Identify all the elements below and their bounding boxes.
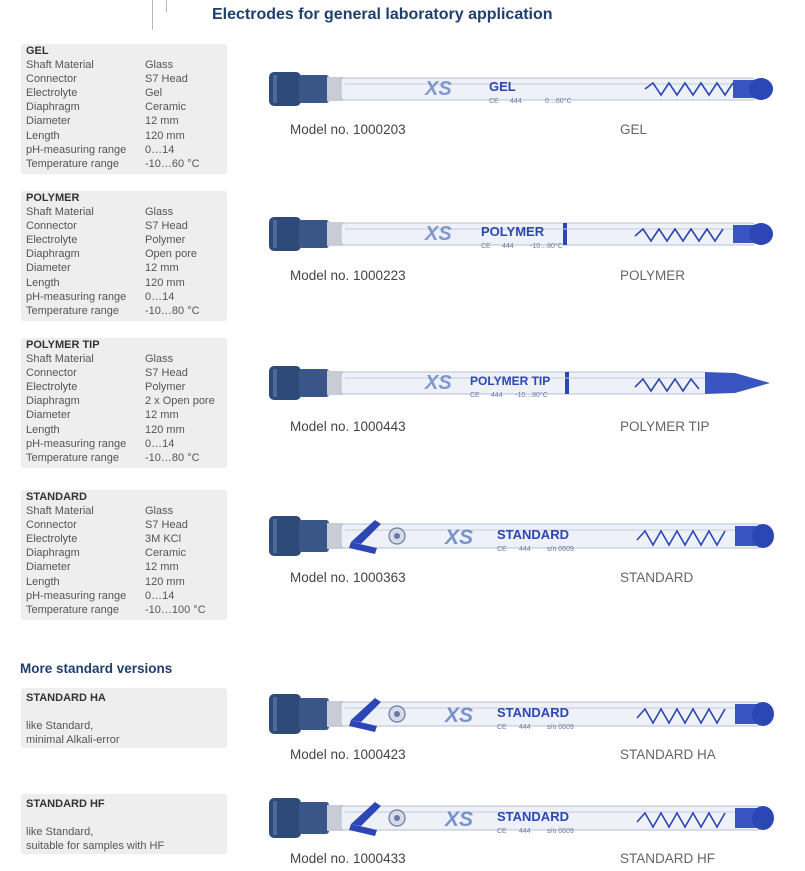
spec-label: Length — [26, 423, 60, 436]
spec-label: Connector — [26, 519, 77, 532]
electrode-name: POLYMER TIP — [26, 339, 100, 351]
spec-row-diameter — [26, 261, 227, 275]
spec-row-temp-range — [26, 157, 227, 171]
spec-box-standard-ha — [21, 688, 227, 748]
electrode-label-text: POLYMER — [481, 224, 545, 239]
stamp: 444 — [510, 98, 522, 105]
spec-row-length — [26, 575, 227, 589]
model-number: Model no. 1000223 — [290, 268, 406, 283]
ce-mark: CE — [497, 546, 507, 553]
spec-row-electrolyte — [26, 380, 227, 394]
spec-label: Diameter — [26, 115, 71, 128]
electrode-image-gel — [265, 55, 775, 125]
spec-row-temp-range — [26, 603, 227, 617]
stamp: 444 — [519, 724, 531, 731]
spec-label: Electrolyte — [26, 533, 78, 546]
electrode-label-text: STANDARD — [497, 705, 569, 720]
spec-value: 120 mm — [145, 575, 185, 588]
spec-box-polymer — [21, 191, 227, 321]
stamp: 444 — [502, 243, 514, 250]
spec-value: 0…14 — [145, 290, 175, 303]
spec-label: Temperature range — [26, 451, 119, 464]
spec-value: Glass — [145, 206, 174, 219]
spec-value: -10…60 °C — [145, 157, 200, 170]
spec-label: Shaft Material — [26, 206, 94, 219]
ce-mark: CE — [481, 243, 491, 250]
spec-label: Connector — [26, 73, 77, 86]
page-title: Electrodes for general laboratory application — [212, 6, 553, 23]
xs-logo: XS — [425, 78, 452, 100]
spec-label: Temperature range — [26, 157, 119, 170]
spec-value: 2 x Open pore — [145, 395, 215, 408]
section-title: More standard versions — [20, 661, 173, 676]
variant-label: GEL — [620, 122, 648, 137]
spec-value: S7 Head — [145, 367, 188, 380]
stamp: 444 — [519, 546, 531, 553]
spec-label: pH-measuring range — [26, 589, 127, 602]
spec-label: Length — [26, 575, 60, 588]
electrode-label-text: GEL — [489, 79, 516, 94]
spec-label: pH-measuring range — [26, 437, 127, 450]
spec-value: Open pore — [145, 248, 197, 261]
spec-label: Connector — [26, 367, 77, 380]
spec-label: pH-measuring range — [26, 290, 127, 303]
spec-row-length — [26, 129, 227, 143]
ce-mark: CE — [497, 724, 507, 731]
spec-value: 12 mm — [145, 262, 179, 275]
spec-value: S7 Head — [145, 220, 188, 233]
spec-row-diaphragm — [26, 247, 227, 261]
spec-row-connector — [26, 518, 227, 532]
spec-value: S7 Head — [145, 73, 188, 86]
spec-row-diameter — [26, 114, 227, 128]
stamp: 444 — [491, 392, 503, 399]
description-line: suitable for samples with HF — [26, 840, 165, 853]
spec-row-ph-range — [26, 437, 227, 451]
stamp: s/n 0609 — [547, 828, 574, 835]
electrode-name: POLYMER — [26, 192, 80, 204]
electrode-name: GEL — [26, 45, 49, 57]
spec-value: S7 Head — [145, 519, 188, 532]
spec-row-ph-range — [26, 290, 227, 304]
spec-row-temp-range — [26, 304, 227, 318]
ce-mark: CE — [470, 392, 480, 399]
variant-label: STANDARD HA — [620, 747, 716, 762]
xs-logo: XS — [445, 526, 474, 549]
spec-value: 0…14 — [145, 589, 175, 602]
spec-box-standard-hf — [21, 794, 227, 854]
spec-label: Diameter — [26, 409, 71, 422]
spec-value: 3M KCl — [145, 533, 182, 546]
spec-row-diameter — [26, 560, 227, 574]
spec-label: Diaphragm — [26, 547, 80, 560]
spec-value: -10…80 °C — [145, 304, 200, 317]
decorative-rule — [152, 0, 153, 30]
stamp: -10…80°C — [530, 243, 563, 250]
spec-row-shaft — [26, 205, 227, 219]
description-line: like Standard, — [26, 720, 94, 733]
spec-label: Diaphragm — [26, 248, 80, 261]
spec-row-length — [26, 423, 227, 437]
model-number: Model no. 1000423 — [290, 747, 406, 762]
spec-value: Ceramic — [145, 101, 186, 114]
spec-value: 0…14 — [145, 437, 175, 450]
spec-value: Glass — [145, 59, 174, 72]
spec-value: 12 mm — [145, 115, 179, 128]
spec-row-diaphragm — [26, 546, 227, 560]
stamp: -10…80°C — [515, 392, 548, 399]
spec-row-electrolyte — [26, 86, 227, 100]
spec-row-electrolyte — [26, 233, 227, 247]
electrode-name: STANDARD — [26, 491, 87, 503]
spec-row-diaphragm — [26, 100, 227, 114]
spec-value: Glass — [145, 505, 174, 518]
spec-value: -10…80 °C — [145, 451, 200, 464]
spec-row-shaft — [26, 352, 227, 366]
spec-label: Electrolyte — [26, 234, 78, 247]
model-number: Model no. 1000443 — [290, 419, 406, 434]
spec-label: Diameter — [26, 262, 71, 275]
spec-row-length — [26, 276, 227, 290]
description-line: like Standard, — [26, 826, 94, 839]
variant-label: POLYMER TIP — [620, 419, 710, 434]
model-number: Model no. 1000433 — [290, 851, 406, 866]
spec-label: Shaft Material — [26, 505, 94, 518]
variant-label: STANDARD HF — [620, 851, 716, 866]
stamp: s/n 0609 — [547, 546, 574, 553]
spec-value: 12 mm — [145, 409, 179, 422]
electrode-image-standard-ha — [265, 680, 775, 750]
xs-logo: XS — [425, 372, 452, 394]
spec-row-diaphragm — [26, 394, 227, 408]
spec-label: Length — [26, 276, 60, 289]
spec-row-connector — [26, 219, 227, 233]
stamp: 0…60°C — [545, 98, 572, 105]
spec-value: 120 mm — [145, 276, 185, 289]
spec-value: 120 mm — [145, 129, 185, 142]
spec-value: 12 mm — [145, 561, 179, 574]
electrode-image-standard — [265, 502, 775, 572]
spec-label: Electrolyte — [26, 87, 78, 100]
spec-row-diameter — [26, 408, 227, 422]
stamp: s/n 0609 — [547, 724, 574, 731]
electrode-image-standard-hf — [265, 784, 775, 854]
electrode-image-polymer — [265, 200, 775, 270]
spec-label: Diameter — [26, 561, 71, 574]
ce-mark: CE — [489, 98, 499, 105]
electrode-name: STANDARD HA — [26, 692, 106, 704]
spec-label: Connector — [26, 220, 77, 233]
electrode-label-text: STANDARD — [497, 809, 569, 824]
spec-value: 120 mm — [145, 423, 185, 436]
spec-label: Temperature range — [26, 304, 119, 317]
electrode-label-text: POLYMER TIP — [470, 374, 551, 388]
spec-row-connector — [26, 366, 227, 380]
spec-value: Polymer — [145, 381, 186, 394]
stamp: 444 — [519, 828, 531, 835]
spec-value: -10…100 °C — [145, 603, 206, 616]
spec-label: Electrolyte — [26, 381, 78, 394]
xs-logo: XS — [425, 223, 452, 245]
spec-box-polymer-tip — [21, 338, 227, 468]
spec-label: Shaft Material — [26, 59, 94, 72]
spec-row-shaft — [26, 504, 227, 518]
spec-box-gel — [21, 44, 227, 174]
spec-label: Temperature range — [26, 603, 119, 616]
xs-logo: XS — [445, 808, 474, 831]
spec-value: Polymer — [145, 234, 186, 247]
spec-label: Length — [26, 129, 60, 142]
spec-box-standard — [21, 490, 227, 620]
electrode-label-text: STANDARD — [497, 527, 569, 542]
ce-mark: CE — [497, 828, 507, 835]
spec-row-ph-range — [26, 143, 227, 157]
variant-label: STANDARD — [620, 570, 694, 585]
spec-label: Diaphragm — [26, 395, 80, 408]
spec-row-temp-range — [26, 451, 227, 465]
spec-value: Gel — [145, 87, 163, 100]
spec-label: Diaphragm — [26, 101, 80, 114]
spec-row-ph-range — [26, 589, 227, 603]
spec-value: 0…14 — [145, 143, 175, 156]
electrode-name: STANDARD HF — [26, 798, 105, 810]
spec-row-connector — [26, 72, 227, 86]
spec-label: Shaft Material — [26, 353, 94, 366]
model-number: Model no. 1000363 — [290, 570, 406, 585]
spec-value: Ceramic — [145, 547, 186, 560]
xs-logo: XS — [445, 704, 474, 727]
spec-row-electrolyte — [26, 532, 227, 546]
model-number: Model no. 1000203 — [290, 122, 406, 137]
variant-label: POLYMER — [620, 268, 686, 283]
spec-label: pH-measuring range — [26, 143, 127, 156]
description-line: minimal Alkali-error — [26, 734, 120, 747]
spec-value: Glass — [145, 353, 174, 366]
electrode-image-polymer-tip — [265, 349, 775, 419]
decorative-rule — [166, 0, 167, 12]
spec-row-shaft — [26, 58, 227, 72]
